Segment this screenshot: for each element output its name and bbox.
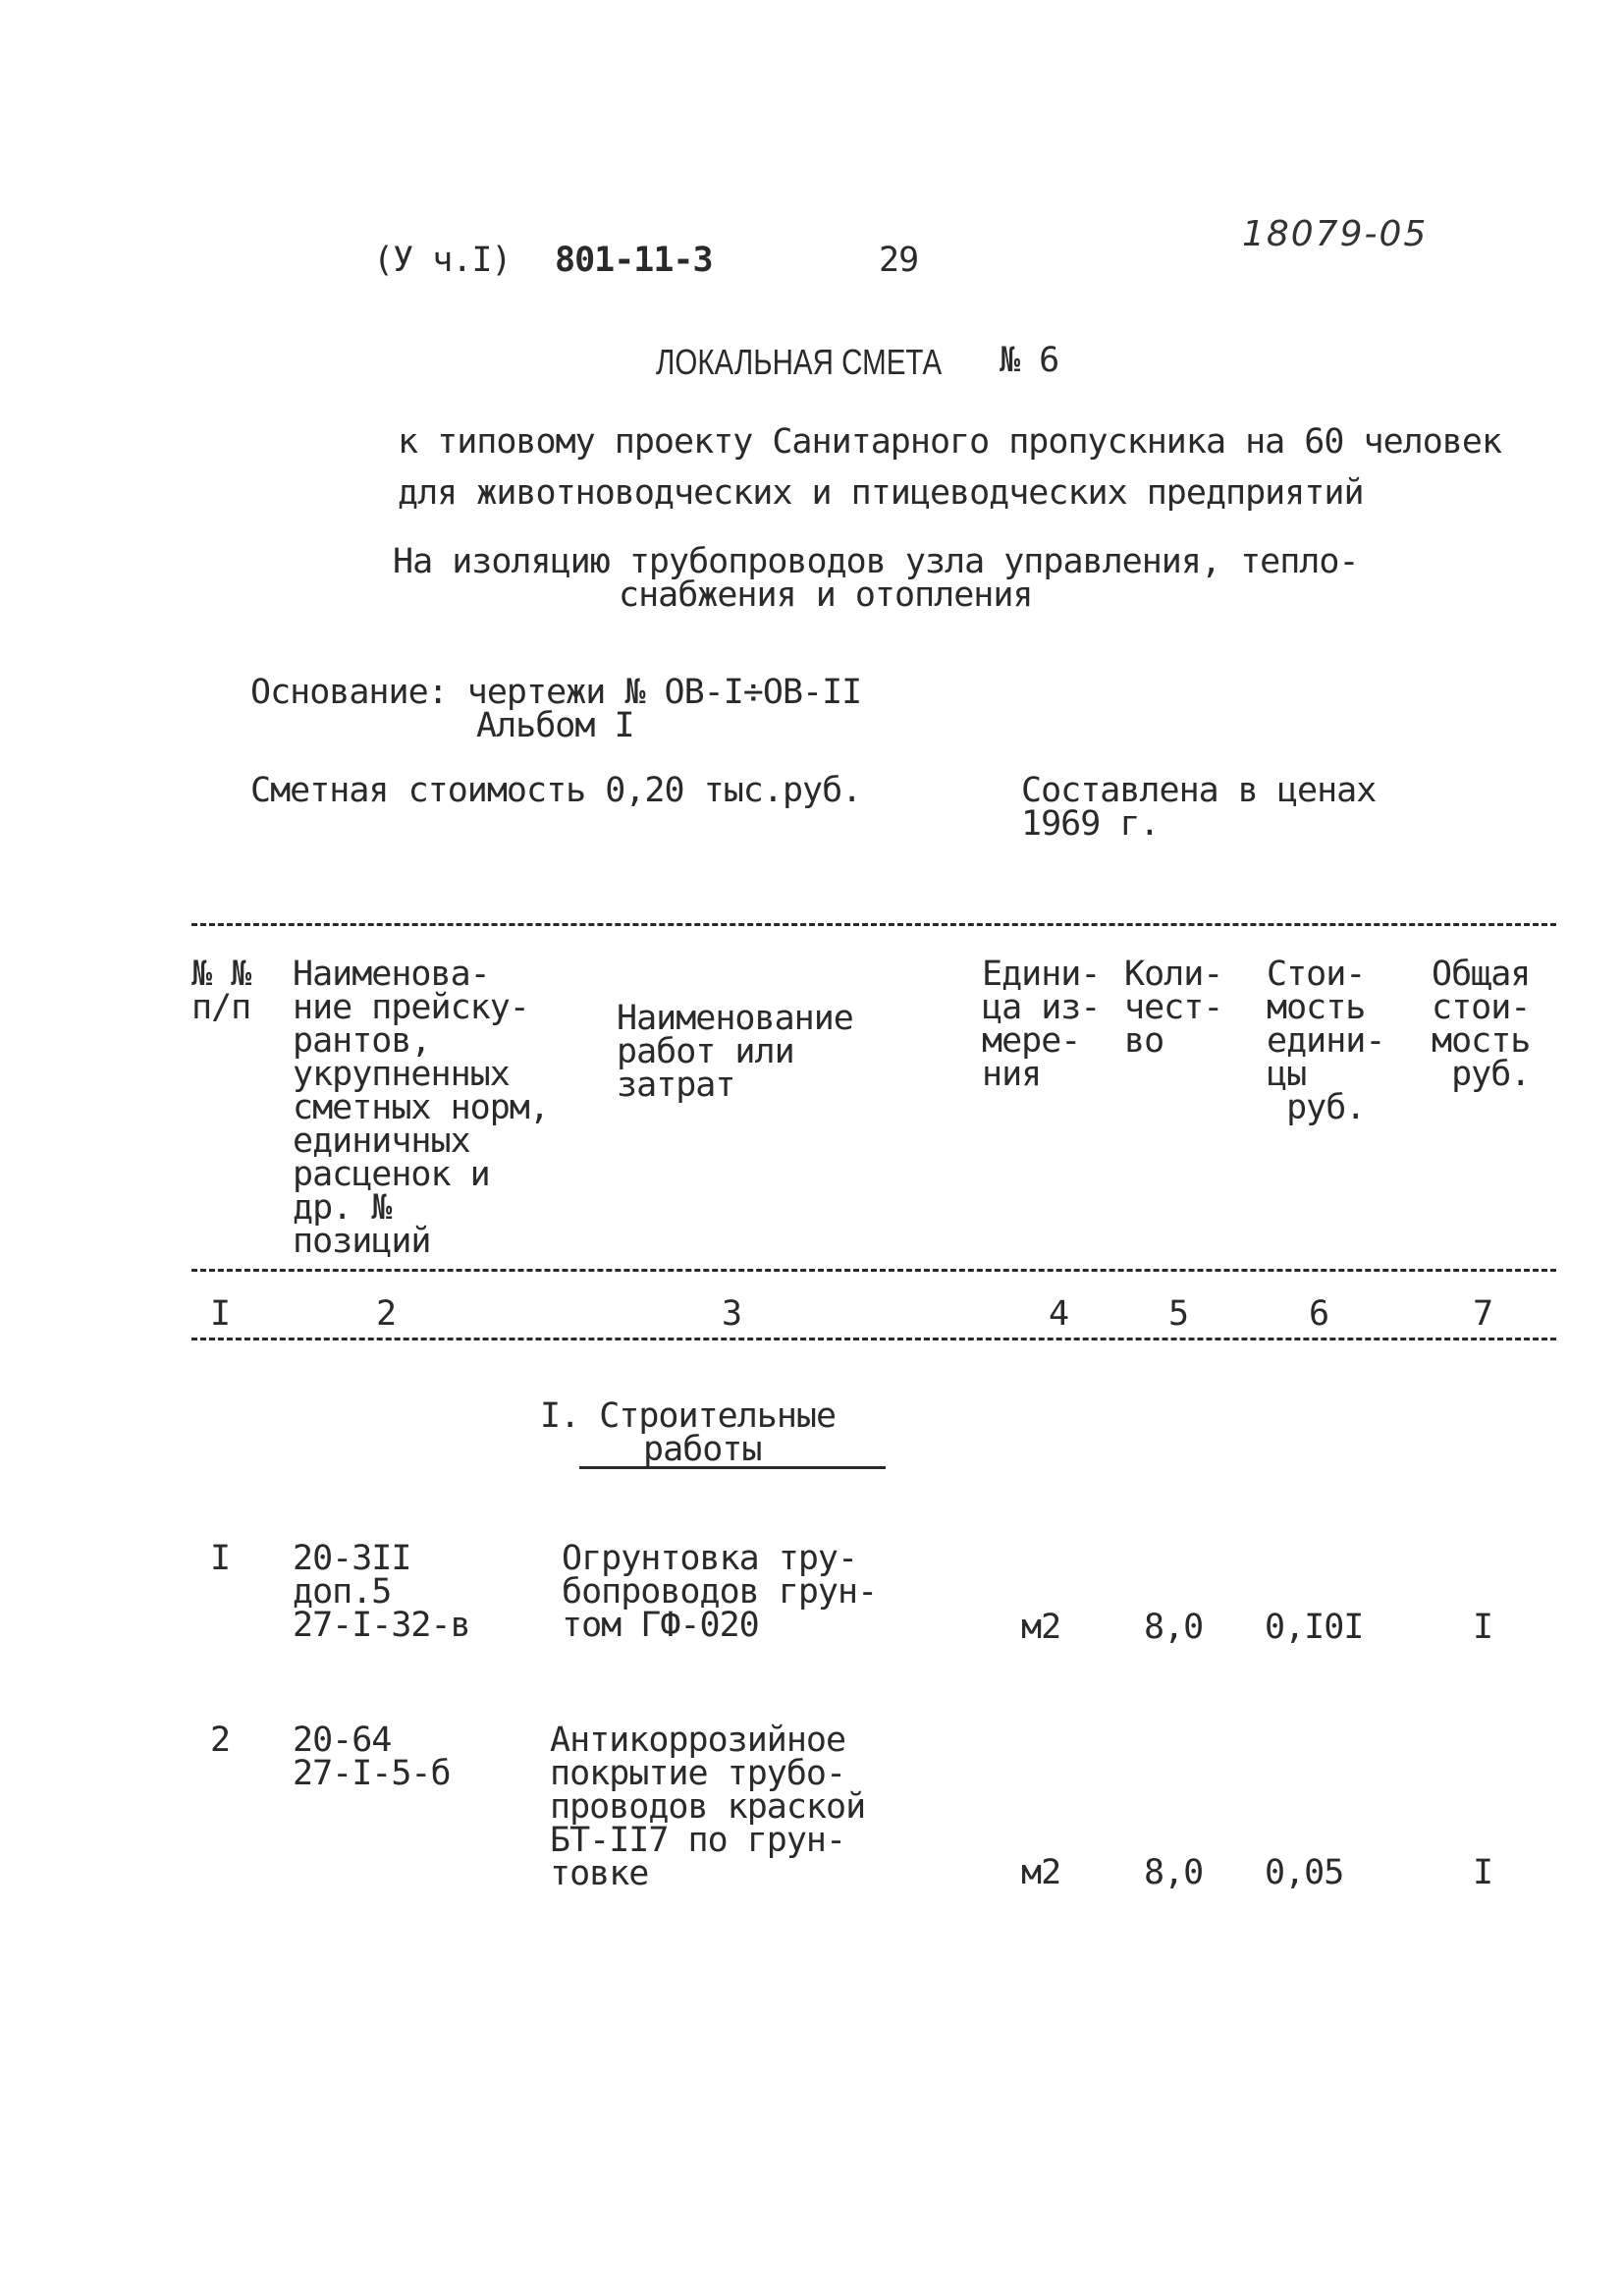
price-basis-line-1: Составлена в ценах — [1021, 771, 1377, 810]
row-2-work-name: Антикоррозийное покрытие трубо- проводов краской БТ-II7 по грун- товке — [550, 1721, 866, 1893]
row-2-quantity: 8,0 — [1144, 1853, 1204, 1892]
document-title: ЛОКАЛЬНАЯ СМЕТА — [656, 342, 943, 382]
column-number: 7 — [1473, 1294, 1494, 1334]
basis-album: Альбом I — [476, 706, 634, 745]
column-number: 2 — [376, 1294, 398, 1334]
row-2-number: 2 — [210, 1721, 231, 1760]
estimate-number: № 6 — [1000, 341, 1059, 380]
row-1-unit: м2 — [1021, 1608, 1061, 1647]
header-unit-cost: Стои- мость едини- цы руб. — [1267, 955, 1385, 1127]
row-1-total: I — [1473, 1608, 1493, 1647]
column-number: I — [210, 1294, 232, 1334]
row-1-quantity: 8,0 — [1144, 1608, 1204, 1647]
subtitle-line-2: для животноводческих и птицеводческих предприятий — [398, 473, 1364, 513]
section-title: I. Строительные — [540, 1396, 837, 1436]
row-1-code: 20-3II доп.5 27-I-32-в — [293, 1539, 470, 1645]
header-total-cost: Общая стои- мость руб. — [1432, 955, 1531, 1094]
subtitle-line-1: к типовому проекту Санитарного пропускника на 60 человек — [398, 422, 1502, 462]
header-unit: Едини- ца из- мере- ния — [982, 955, 1101, 1094]
purpose-line-1: На изоляцию трубопроводов узла управления, тепло- — [393, 542, 1359, 581]
header-bottom-rule — [191, 1269, 1556, 1272]
header-item-number: № № п/п — [191, 955, 251, 1027]
header-quantity: Коли- чест- во — [1124, 955, 1223, 1061]
column-number: 3 — [722, 1294, 743, 1334]
basis-drawings: Основание: чертежи № ОВ-I÷ОВ-II — [250, 673, 862, 712]
row-1-work-name: Огрунтовка тру- бопроводов грун- том ГФ-020 — [562, 1539, 878, 1645]
estimated-cost: Сметная стоимость 0,20 тыс.руб. — [250, 771, 862, 810]
column-numbers-rule — [191, 1338, 1556, 1340]
section-underline — [579, 1466, 886, 1469]
header-price-list-codes: Наименова- ние прейску- рантов, укрупненных сметных норм, единичных расценок и др. № позиций — [293, 955, 549, 1261]
row-2-code: 20-64 27-I-5-б — [293, 1721, 451, 1793]
price-basis-year: 1969 г. — [1021, 804, 1160, 844]
series-code: 801-11-3 — [555, 241, 713, 280]
archive-stamp-number: 18079-05 — [1242, 214, 1429, 254]
page-number: 29 — [879, 241, 919, 280]
header-work-name: Наименование работ или затрат — [617, 999, 853, 1105]
row-2-unit-cost: 0,05 — [1265, 1853, 1344, 1892]
column-number: 6 — [1309, 1294, 1330, 1334]
column-number: 4 — [1049, 1294, 1070, 1334]
row-1-number: I — [210, 1539, 231, 1578]
section-title-cont: работы — [643, 1430, 762, 1469]
purpose-line-2: снабжения и отопления — [619, 575, 1033, 615]
row-1-unit-cost: 0,I0I — [1265, 1608, 1364, 1647]
document-code: (У ч.I) — [373, 241, 512, 280]
row-2-unit: м2 — [1021, 1853, 1061, 1892]
row-2-total: I — [1473, 1853, 1493, 1892]
table-top-rule — [191, 923, 1556, 926]
column-number: 5 — [1168, 1294, 1190, 1334]
